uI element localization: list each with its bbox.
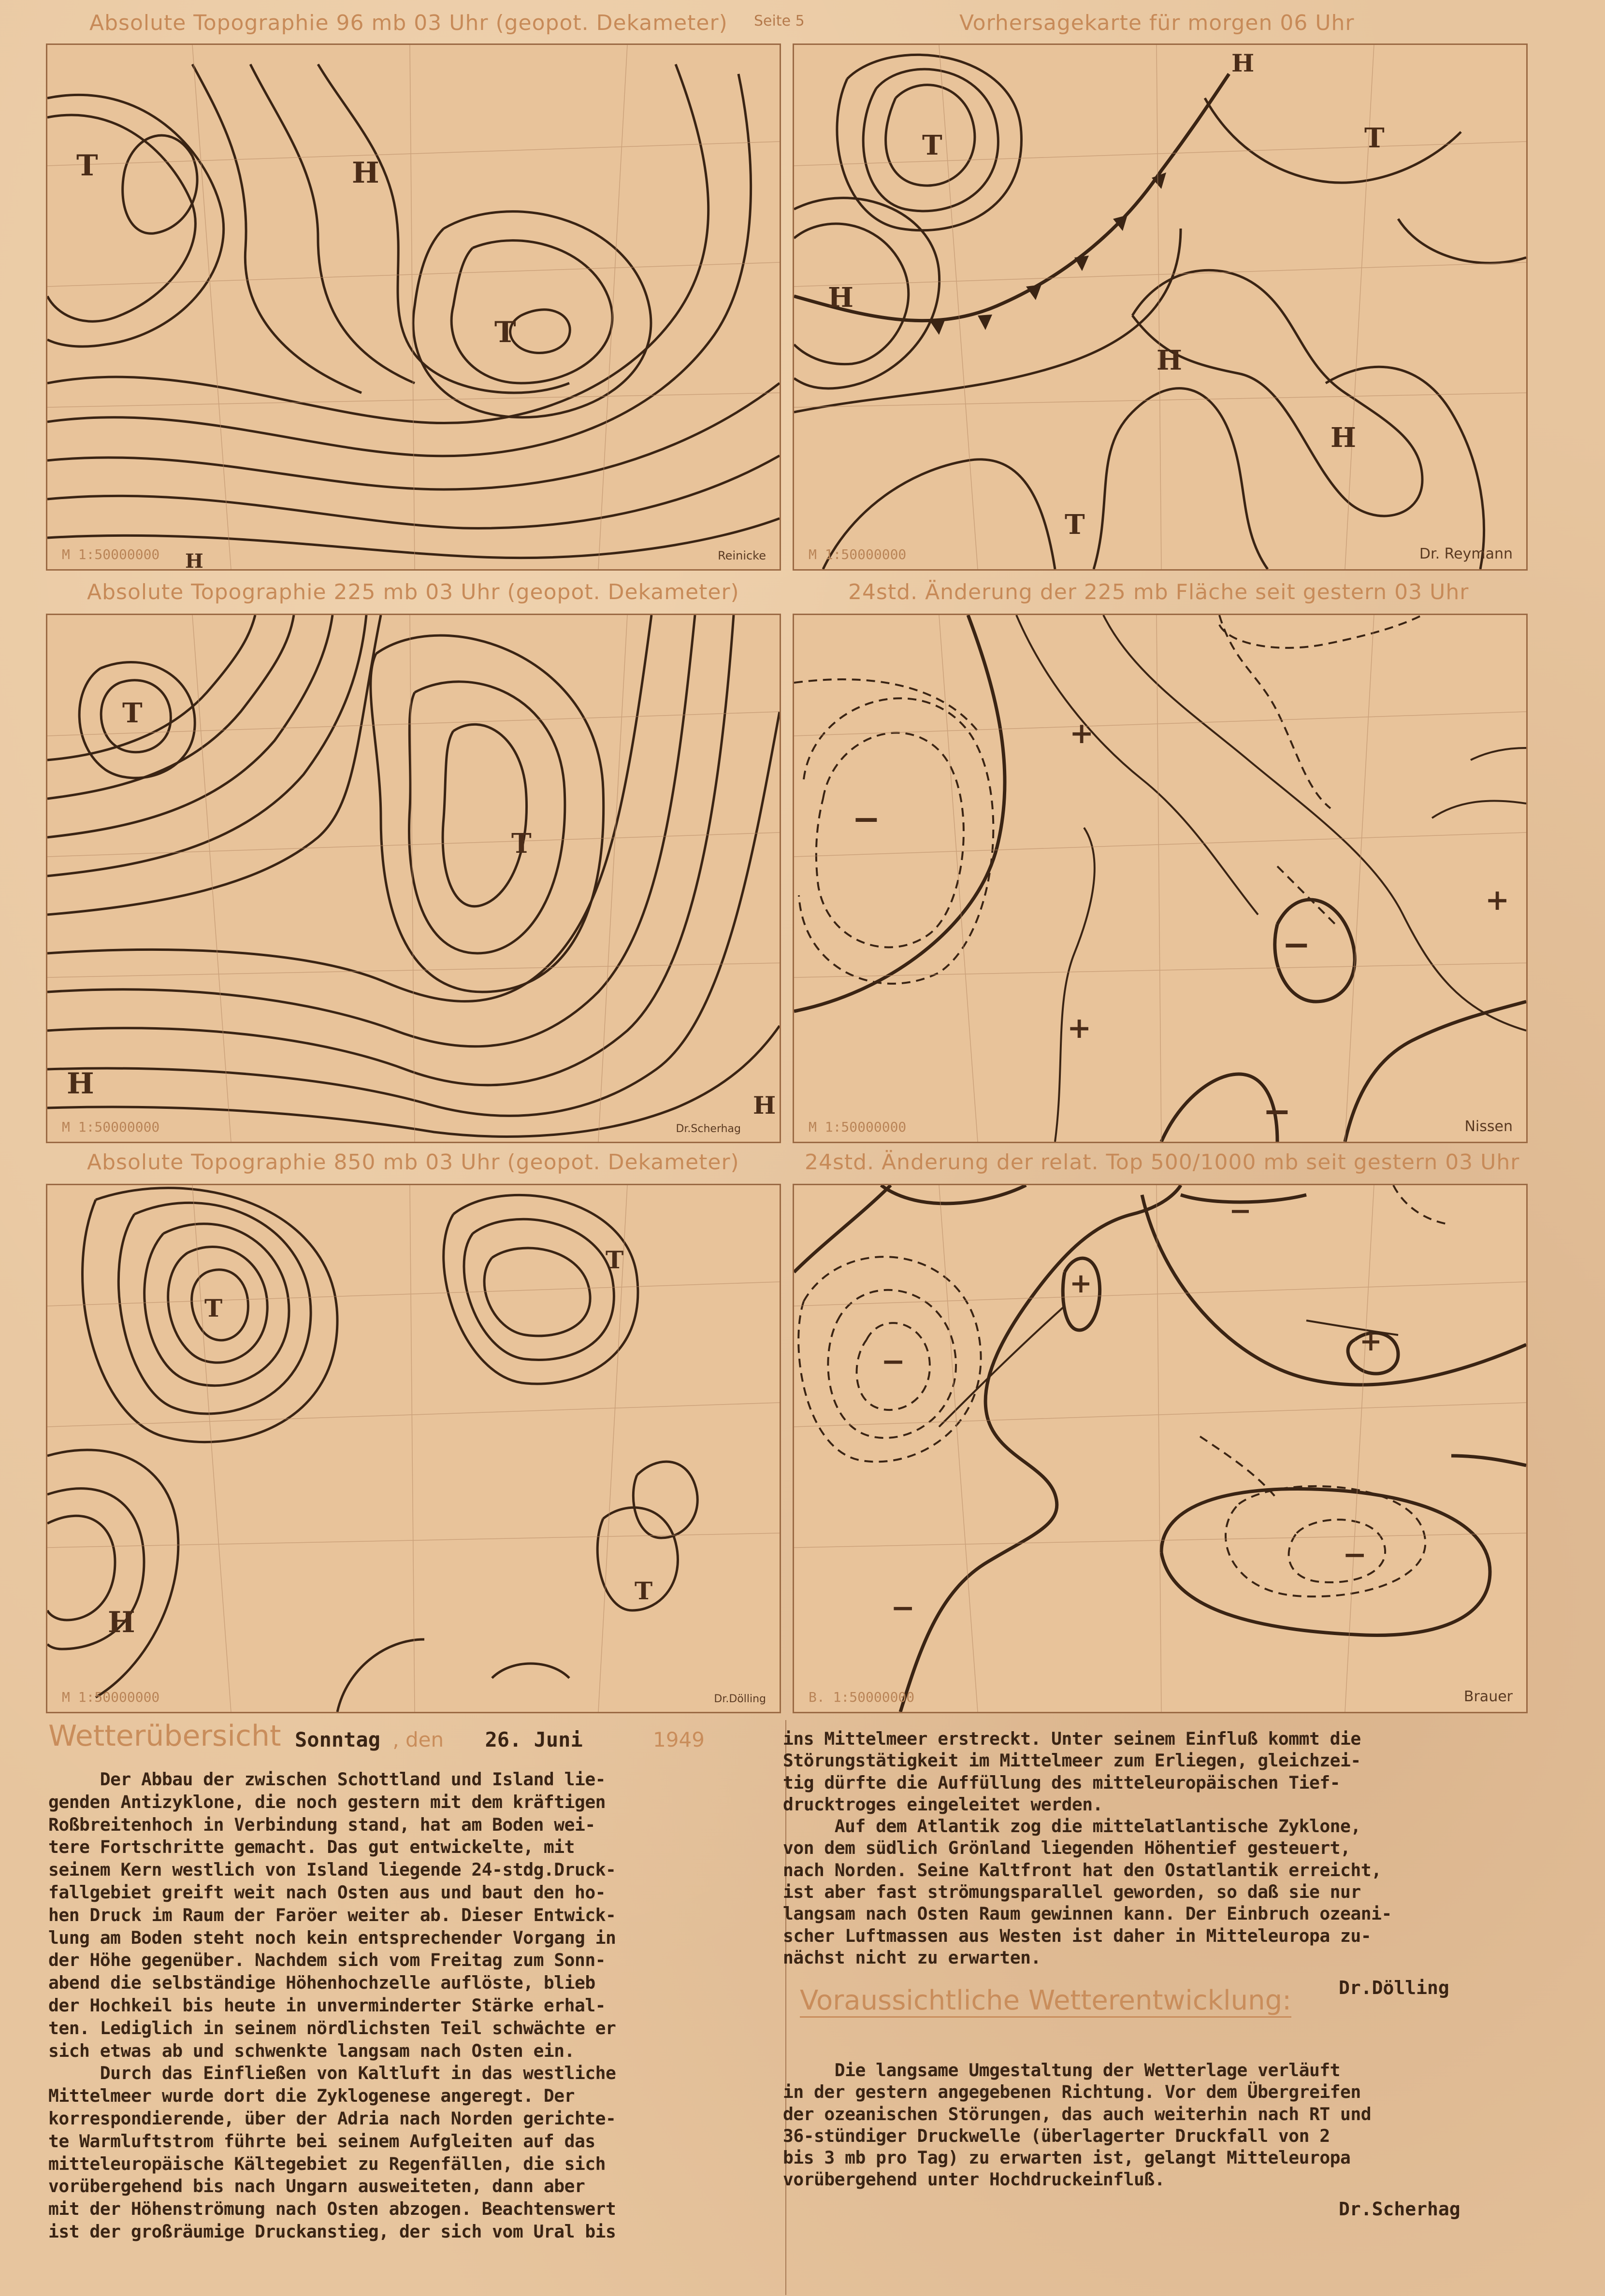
map-6-contours (794, 1185, 1526, 1712)
map-6-scale: B. 1:50000000 (809, 1689, 915, 1705)
map-4-author: Nissen (1464, 1118, 1513, 1135)
map-4-symbol: + (1067, 1011, 1092, 1045)
map-4-scale: M 1:50000000 (809, 1119, 907, 1135)
overview-date-line (295, 1728, 705, 1751)
map-6-symbol: + (1359, 1325, 1382, 1357)
map-6-author: Brauer (1463, 1688, 1513, 1705)
map-5-symbol: T (635, 1577, 653, 1605)
map-2-title: Vorhersagekarte für morgen 06 Uhr (959, 11, 1355, 35)
map-2-symbol: H (1157, 344, 1182, 376)
map-5-author: Dr.Dölling (714, 1693, 766, 1705)
map-4-symbol: − (1282, 924, 1311, 964)
map-6-symbol: − (1229, 1195, 1252, 1227)
map-3-symbol: H (67, 1067, 94, 1101)
overview-year: 1949 (653, 1728, 705, 1751)
map-2-symbol: T (1364, 122, 1385, 154)
overview-heading: Wetterübersicht (48, 1719, 281, 1753)
map-6-symbol: + (1070, 1267, 1092, 1299)
map-2-author: Dr. Reymann (1419, 545, 1513, 562)
map-1-author: Reinicke (718, 549, 766, 562)
overview-signature: Dr.Dölling (1339, 1977, 1449, 1998)
map-6-symbol: − (891, 1591, 915, 1625)
map-5-symbol: T (606, 1246, 624, 1274)
overview-den: , den (392, 1728, 444, 1751)
forecast-heading: Voraussichtliche Wetterentwicklung: (800, 1985, 1291, 2018)
map-1-symbol: T (76, 149, 98, 183)
map-1-symbol: H (352, 156, 379, 190)
map-2-symbol: H (828, 282, 853, 314)
map-5-scale: M 1:50000000 (62, 1689, 160, 1705)
map-2-symbol: T (922, 129, 942, 161)
map-3-symbol: T (511, 828, 532, 860)
map-6-symbol: − (881, 1345, 906, 1378)
map-6-symbol: − (1343, 1538, 1367, 1572)
map-1-symbol: H (185, 550, 203, 571)
map-5-symbol: T (204, 1294, 223, 1322)
map-2-panel (793, 43, 1528, 571)
map-2-scale: M 1:50000000 (809, 546, 907, 562)
overview-left-column: Der Abbau der zwischen Schottland und Island lie- genden Antizyklone, die noch gestern mit dem kräftigen Roßbreitenhoch in Verbindung stand, hat am Boden wei- tere Fortschritte gemacht. Das gut entwickelte, mit seinem Kern westlich von Island liegende 24-stdg.Druck- fallgebiet greift weit nach Osten aus und baut den ho- hen Druck im Raum der Faröer weiter ab. Dieser Entwick- lung am Boden steht noch kein entsprechender Vorgang in der Höhe gegenüber. Nachdem sich vom Freitag zum Sonn- abend die selbständige Höhenhochzelle auflöste, blieb der Hochkeil bis heute in unverminderter Stärke erhal- ten. Lediglich in seinem nördlichsten Teil schwächte er sich etwas ab und schwenkte langsam nach Osten ein. Durch das Einfließen von Kaltluft in das westliche Mittelmeer wurde dort die Zyklogenese angeregt. Der korrespondierende, über der Adria nach Norden gerichte- te Warmluftstrom führte bei seinem Aufgleiten auf das mitteleuropäische Kältegebiet zu Regenfällen, die sich vorübergehend bis nach Ungarn ausweiteten, dann aber mit der Höhenströmung nach Osten abzogen. Beachtenswert ist der großräumige Druckanstieg, der sich vom Ural bis (48, 1769, 616, 2242)
forecast-signature: Dr.Scherhag (1339, 2198, 1460, 2220)
map-2-symbol: H (1231, 49, 1255, 77)
map-2-contours (794, 45, 1526, 569)
map-1-symbol: T (494, 316, 516, 349)
overview-right-column: ins Mittelmeer erstreckt. Unter seinem Einfluß kommt die Störungstätigkeit im Mittelmeer zum Erliegen, gleichzei- tig dürfte die Auffüllung des mitteleuropäischen Tief- drucktroges eingeleitet werden. Auf dem Atlantik zog die mittelatlantische Zyklone, von dem südlich Grönland liegenden Höhentief gesteuert, nach Norden. Seine Kaltfront hat den Ostatlantik erreicht, ist aber fast strömungsparallel geworden, so daß sie nur langsam nach Osten Raum gewinnen kann. Der Einbruch ozeani- scher Luftmassen aus Westen ist daher in Mitteleuropa zu- nächst nicht zu erwarten. (783, 1728, 1392, 1968)
map-5-panel (46, 1184, 781, 1713)
map-2-symbol: T (1065, 509, 1085, 541)
page-number: Seite 5 (754, 13, 805, 29)
map-3-panel (46, 614, 781, 1143)
map-3-scale: M 1:50000000 (62, 1119, 160, 1135)
map-3-symbol: H (753, 1091, 776, 1119)
map-4-contours (794, 615, 1526, 1142)
map-5-title: Absolute Topographie 850 mb 03 Uhr (geopot. Dekameter) (87, 1150, 739, 1175)
map-6-panel (793, 1184, 1528, 1713)
overview-day: Sonntag (295, 1728, 381, 1751)
forecast-text: Die langsame Umgestaltung der Wetterlage verläuft in der gestern angegebenen Richtung. Vor dem Übergreifen der ozeanischen Störungen, das auch weiterhin nach RT und 36-stündiger Druckwelle (überlagerter Druckfall von 2 bis 3 mb pro Tag) zu erwarten ist, gelangt Mitteleuropa vorübergehend unter Hochdruckeinfluß. (783, 2060, 1372, 2190)
map-1-contours (47, 45, 780, 569)
map-2-symbol: H (1330, 422, 1356, 454)
overview-date: 26. Juni (485, 1728, 583, 1751)
map-1-scale: M 1:50000000 (62, 546, 160, 562)
map-6-title: 24std. Änderung der relat. Top 500/1000 mb seit gestern 03 Uhr (805, 1150, 1520, 1175)
map-3-author: Dr.Scherhag (676, 1123, 741, 1135)
map-4-title: 24std. Änderung der 225 mb Fläche seit gestern 03 Uhr (848, 580, 1469, 604)
map-4-panel (793, 614, 1528, 1143)
map-3-symbol: T (122, 697, 143, 729)
map-1-panel (46, 43, 781, 571)
map-3-contours (47, 615, 780, 1142)
map-5-symbol: H (108, 1606, 135, 1639)
map-4-symbol: − (852, 799, 881, 839)
map-5-contours (47, 1185, 780, 1712)
map-4-symbol: + (1070, 717, 1094, 750)
map-4-symbol: − (1263, 1091, 1291, 1131)
map-3-title: Absolute Topographie 225 mb 03 Uhr (geopot. Dekameter) (87, 580, 739, 604)
map-1-title: Absolute Topographie 96 mb 03 Uhr (geopot. Dekameter) (89, 11, 728, 35)
map-4-symbol: + (1485, 883, 1510, 917)
